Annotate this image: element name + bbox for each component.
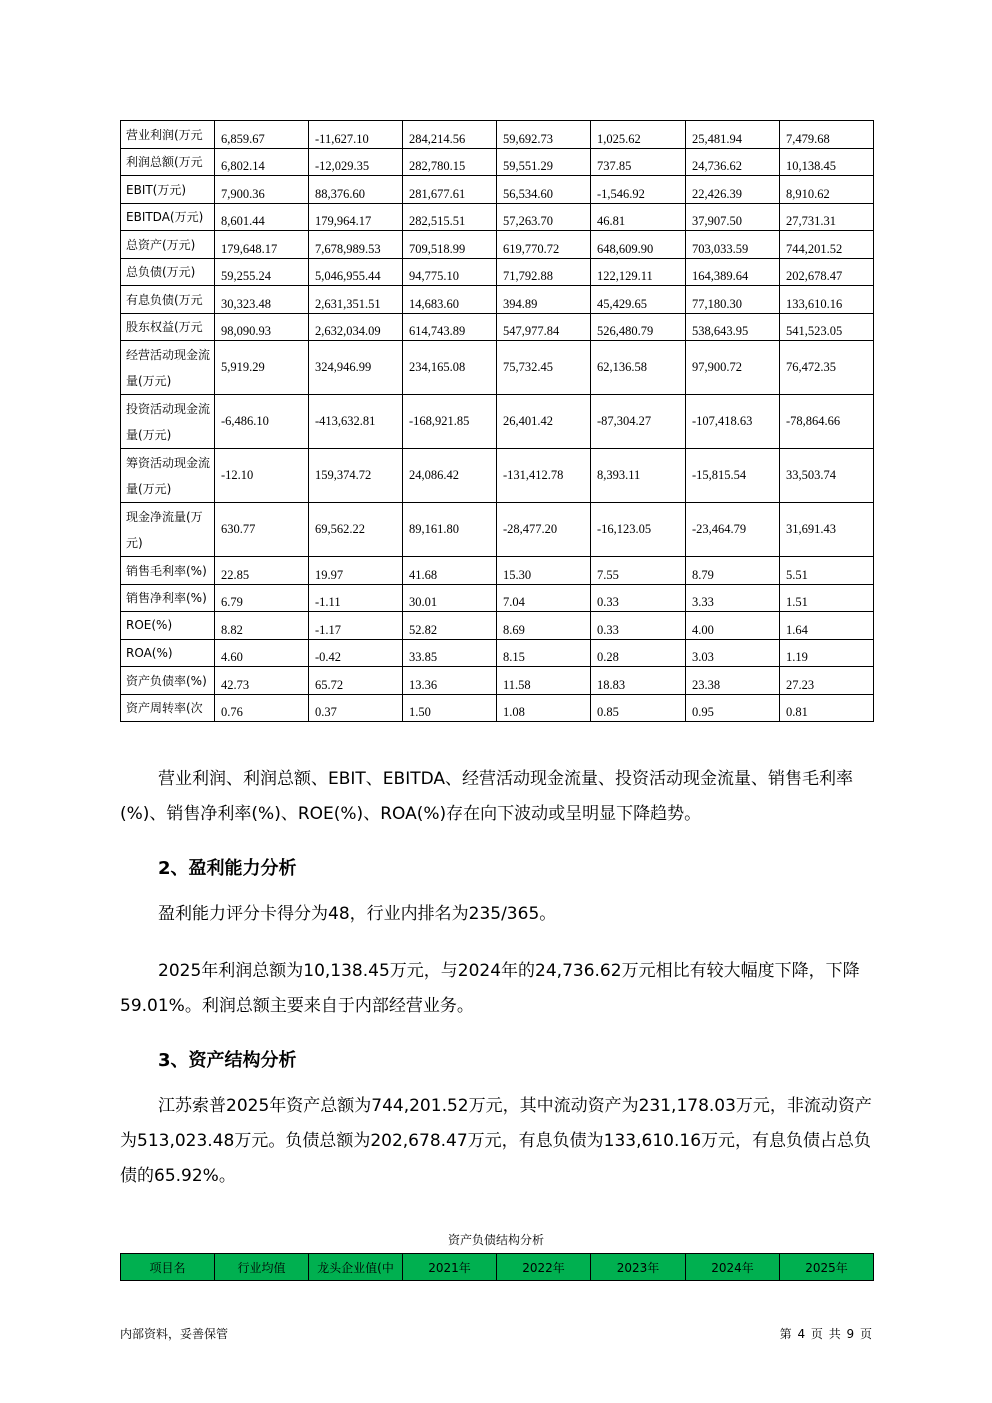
- table-cell: 1.51: [780, 584, 874, 612]
- table-cell: -413,632.81: [309, 395, 403, 449]
- table-cell: 394.89: [497, 286, 591, 314]
- table-cell: 2,632,034.09: [309, 313, 403, 341]
- table-cell: 3.03: [686, 639, 780, 667]
- table-cell: -87,304.27: [591, 395, 686, 449]
- table-cell: 42.73: [215, 667, 309, 695]
- table-cell: -1.17: [309, 612, 403, 640]
- table-cell: 541,523.05: [780, 313, 874, 341]
- table-cell: 26,401.42: [497, 395, 591, 449]
- table-cell: 282,515.51: [403, 203, 497, 231]
- table-cell: 19.97: [309, 557, 403, 585]
- table-row: [121, 449, 874, 503]
- asset-structure-heading: 3、资产结构分析: [158, 1050, 297, 1071]
- profitability-heading: 2、盈利能力分析: [158, 858, 297, 879]
- table-row: [121, 612, 874, 640]
- table-cell: 33,503.74: [780, 449, 874, 503]
- table-cell: 25,481.94: [686, 121, 780, 149]
- table-cell: 52.82: [403, 612, 497, 640]
- table-cell: -12,029.35: [309, 148, 403, 176]
- table-cell: 164,389.64: [686, 258, 780, 286]
- table-cell: -107,418.63: [686, 395, 780, 449]
- table-cell: 71,792.88: [497, 258, 591, 286]
- row-label: 资产周转率(次: [121, 694, 215, 722]
- table-cell: 547,977.84: [497, 313, 591, 341]
- table-cell: 159,374.72: [309, 449, 403, 503]
- table-cell: -6,486.10: [215, 395, 309, 449]
- table-row: [121, 584, 874, 612]
- table-cell: 282,780.15: [403, 148, 497, 176]
- table-cell: -78,864.66: [780, 395, 874, 449]
- table-cell: 23.38: [686, 667, 780, 695]
- table-cell: 0.81: [780, 694, 874, 722]
- table-cell: 5,919.29: [215, 341, 309, 395]
- table-row: [121, 503, 874, 557]
- table-cell: -131,412.78: [497, 449, 591, 503]
- table-cell: 1.64: [780, 612, 874, 640]
- table-cell: -16,123.05: [591, 503, 686, 557]
- table-cell: 62,136.58: [591, 341, 686, 395]
- table-cell: 0.95: [686, 694, 780, 722]
- row-label: 销售毛利率(%): [121, 557, 215, 585]
- table-cell: 8.79: [686, 557, 780, 585]
- header-year-2022: 2022年: [497, 1254, 591, 1281]
- table-row: [121, 395, 874, 449]
- row-label: 有息负债(万元: [121, 286, 215, 314]
- row-label: 总资产(万元): [121, 231, 215, 259]
- table-cell: 614,743.89: [403, 313, 497, 341]
- table-cell: 10,138.45: [780, 148, 874, 176]
- footer-confidential-note: 内部资料，妥善保管: [120, 1327, 229, 1341]
- table-cell: 5.51: [780, 557, 874, 585]
- table-cell: 65.72: [309, 667, 403, 695]
- footer-page-number: 第 4 页 共 9 页: [779, 1327, 872, 1341]
- row-label: 资产负债率(%): [121, 667, 215, 695]
- table-cell: 234,165.08: [403, 341, 497, 395]
- structure-table-title: 资产负债结构分析: [447, 1233, 544, 1247]
- row-label: 总负债(万元): [121, 258, 215, 286]
- asset-liability-structure-table: [120, 1253, 874, 1281]
- profitability-score-paragraph: 盈利能力评分卡得分为48，行业内排名为235/365。: [158, 904, 557, 924]
- table-cell: 133,610.16: [780, 286, 874, 314]
- table-row: [121, 231, 874, 259]
- table-cell: 69,562.22: [309, 503, 403, 557]
- row-label: 经营活动现金流量(万元): [121, 341, 215, 395]
- table-cell: 88,376.60: [309, 176, 403, 204]
- table-cell: -1.11: [309, 584, 403, 612]
- table-cell: 41.68: [403, 557, 497, 585]
- table-cell: 56,534.60: [497, 176, 591, 204]
- header-item-name: 项目名: [121, 1254, 215, 1281]
- table-row: [121, 148, 874, 176]
- table-row: [121, 286, 874, 314]
- table-cell: 179,648.17: [215, 231, 309, 259]
- table-row: [121, 667, 874, 695]
- table-row: [121, 557, 874, 585]
- table-cell: 8.15: [497, 639, 591, 667]
- table-cell: 7.04: [497, 584, 591, 612]
- table-cell: -12.10: [215, 449, 309, 503]
- table-cell: 22.85: [215, 557, 309, 585]
- financial-table-body: [121, 121, 874, 722]
- table-cell: 27,731.31: [780, 203, 874, 231]
- row-label: ROE(%): [121, 612, 215, 640]
- table-cell: 1.08: [497, 694, 591, 722]
- table-cell: 22,426.39: [686, 176, 780, 204]
- table-cell: -1,546.92: [591, 176, 686, 204]
- table-cell: 0.76: [215, 694, 309, 722]
- header-year-2021: 2021年: [403, 1254, 497, 1281]
- table-cell: 5,046,955.44: [309, 258, 403, 286]
- table-row: [121, 258, 874, 286]
- table-cell: 0.33: [591, 612, 686, 640]
- table-cell: -23,464.79: [686, 503, 780, 557]
- table-cell: 30,323.48: [215, 286, 309, 314]
- table-cell: 1.50: [403, 694, 497, 722]
- header-year-2023: 2023年: [591, 1254, 686, 1281]
- table-cell: 77,180.30: [686, 286, 780, 314]
- table-cell: 11.58: [497, 667, 591, 695]
- row-label: EBIT(万元): [121, 176, 215, 204]
- table-cell: 37,907.50: [686, 203, 780, 231]
- row-label: 营业利润(万元: [121, 121, 215, 149]
- table-cell: 94,775.10: [403, 258, 497, 286]
- table-cell: 648,609.90: [591, 231, 686, 259]
- table-cell: 538,643.95: [686, 313, 780, 341]
- table-cell: 526,480.79: [591, 313, 686, 341]
- row-label: 股东权益(万元: [121, 313, 215, 341]
- table-row: [121, 176, 874, 204]
- table-cell: 24,086.42: [403, 449, 497, 503]
- table-cell: 45,429.65: [591, 286, 686, 314]
- table-cell: -11,627.10: [309, 121, 403, 149]
- row-label: ROA(%): [121, 639, 215, 667]
- table-cell: 6,859.67: [215, 121, 309, 149]
- table-cell: 0.33: [591, 584, 686, 612]
- table-cell: 24,736.62: [686, 148, 780, 176]
- table-cell: 4.00: [686, 612, 780, 640]
- table-cell: 18.83: [591, 667, 686, 695]
- table-row: [121, 639, 874, 667]
- table-cell: 59,551.29: [497, 148, 591, 176]
- table-cell: 8.82: [215, 612, 309, 640]
- table-cell: 324,946.99: [309, 341, 403, 395]
- profit-detail-paragraph: 2025年利润总额为10,138.45万元，与2024年的24,736.62万元相比有较大幅度下降，下降59.01%。利润总额主要来自于内部经营业务。: [120, 961, 860, 1016]
- table-cell: 703,033.59: [686, 231, 780, 259]
- table-cell: 27.23: [780, 667, 874, 695]
- table-cell: 76,472.35: [780, 341, 874, 395]
- table-row: [121, 313, 874, 341]
- table-cell: 744,201.52: [780, 231, 874, 259]
- table-cell: 0.37: [309, 694, 403, 722]
- table-row: [121, 694, 874, 722]
- row-label: EBITDA(万元): [121, 203, 215, 231]
- table-cell: 4.60: [215, 639, 309, 667]
- table-cell: 202,678.47: [780, 258, 874, 286]
- header-leader-value: 龙头企业值(中: [309, 1254, 403, 1281]
- table-cell: 6,802.14: [215, 148, 309, 176]
- row-label: 利润总额(万元: [121, 148, 215, 176]
- table-cell: -15,815.54: [686, 449, 780, 503]
- trend-paragraph: 营业利润、利润总额、EBIT、EBITDA、经营活动现金流量、投资活动现金流量、销售毛利率(%)、销售净利率(%)、ROE(%)、ROA(%)存在向下波动或呈明显下降趋势。: [120, 769, 854, 824]
- table-cell: 13.36: [403, 667, 497, 695]
- table-cell: 33.85: [403, 639, 497, 667]
- table-cell: 737.85: [591, 148, 686, 176]
- table-cell: 7,678,989.53: [309, 231, 403, 259]
- header-year-2024: 2024年: [686, 1254, 780, 1281]
- table-cell: 284,214.56: [403, 121, 497, 149]
- row-label: 销售净利率(%): [121, 584, 215, 612]
- table-cell: -168,921.85: [403, 395, 497, 449]
- table-cell: 281,677.61: [403, 176, 497, 204]
- table-cell: 3.33: [686, 584, 780, 612]
- header-year-2025: 2025年: [780, 1254, 874, 1281]
- table-cell: 15.30: [497, 557, 591, 585]
- financial-indicators-table: [120, 120, 874, 722]
- table-cell: 46.81: [591, 203, 686, 231]
- table-cell: 98,090.93: [215, 313, 309, 341]
- table-cell: 709,518.99: [403, 231, 497, 259]
- table-cell: 89,161.80: [403, 503, 497, 557]
- table-cell: 2,631,351.51: [309, 286, 403, 314]
- header-industry-average: 行业均值: [215, 1254, 309, 1281]
- table-cell: 179,964.17: [309, 203, 403, 231]
- table-cell: 619,770.72: [497, 231, 591, 259]
- table-cell: 31,691.43: [780, 503, 874, 557]
- table-cell: 8,393.11: [591, 449, 686, 503]
- table-cell: -28,477.20: [497, 503, 591, 557]
- table-cell: 1.19: [780, 639, 874, 667]
- table-cell: 14,683.60: [403, 286, 497, 314]
- row-label: 现金净流量(万元): [121, 503, 215, 557]
- row-label: 筹资活动现金流量(万元): [121, 449, 215, 503]
- table-row: [121, 121, 874, 149]
- table-cell: 0.28: [591, 639, 686, 667]
- table-cell: 8,910.62: [780, 176, 874, 204]
- table-cell: 7,479.68: [780, 121, 874, 149]
- table-cell: 630.77: [215, 503, 309, 557]
- table-cell: 30.01: [403, 584, 497, 612]
- asset-structure-paragraph: 江苏索普2025年资产总额为744,201.52万元，其中流动资产为231,178.03万元，非流动资产为513,023.48万元。负债总额为202,678.47万元，有息负债为133,610.16万元，有息负债占总负债的65.92%。: [120, 1096, 872, 1186]
- structure-table-header-row: [121, 1254, 874, 1281]
- table-cell: 75,732.45: [497, 341, 591, 395]
- table-row: [121, 341, 874, 395]
- table-cell: 0.85: [591, 694, 686, 722]
- table-cell: 7,900.36: [215, 176, 309, 204]
- table-cell: 8,601.44: [215, 203, 309, 231]
- table-cell: 1,025.62: [591, 121, 686, 149]
- table-cell: 8.69: [497, 612, 591, 640]
- row-label: 投资活动现金流量(万元): [121, 395, 215, 449]
- table-cell: 59,255.24: [215, 258, 309, 286]
- table-cell: 97,900.72: [686, 341, 780, 395]
- table-cell: 57,263.70: [497, 203, 591, 231]
- table-cell: 59,692.73: [497, 121, 591, 149]
- table-cell: 6.79: [215, 584, 309, 612]
- table-cell: -0.42: [309, 639, 403, 667]
- table-cell: 7.55: [591, 557, 686, 585]
- table-row: [121, 203, 874, 231]
- table-cell: 122,129.11: [591, 258, 686, 286]
